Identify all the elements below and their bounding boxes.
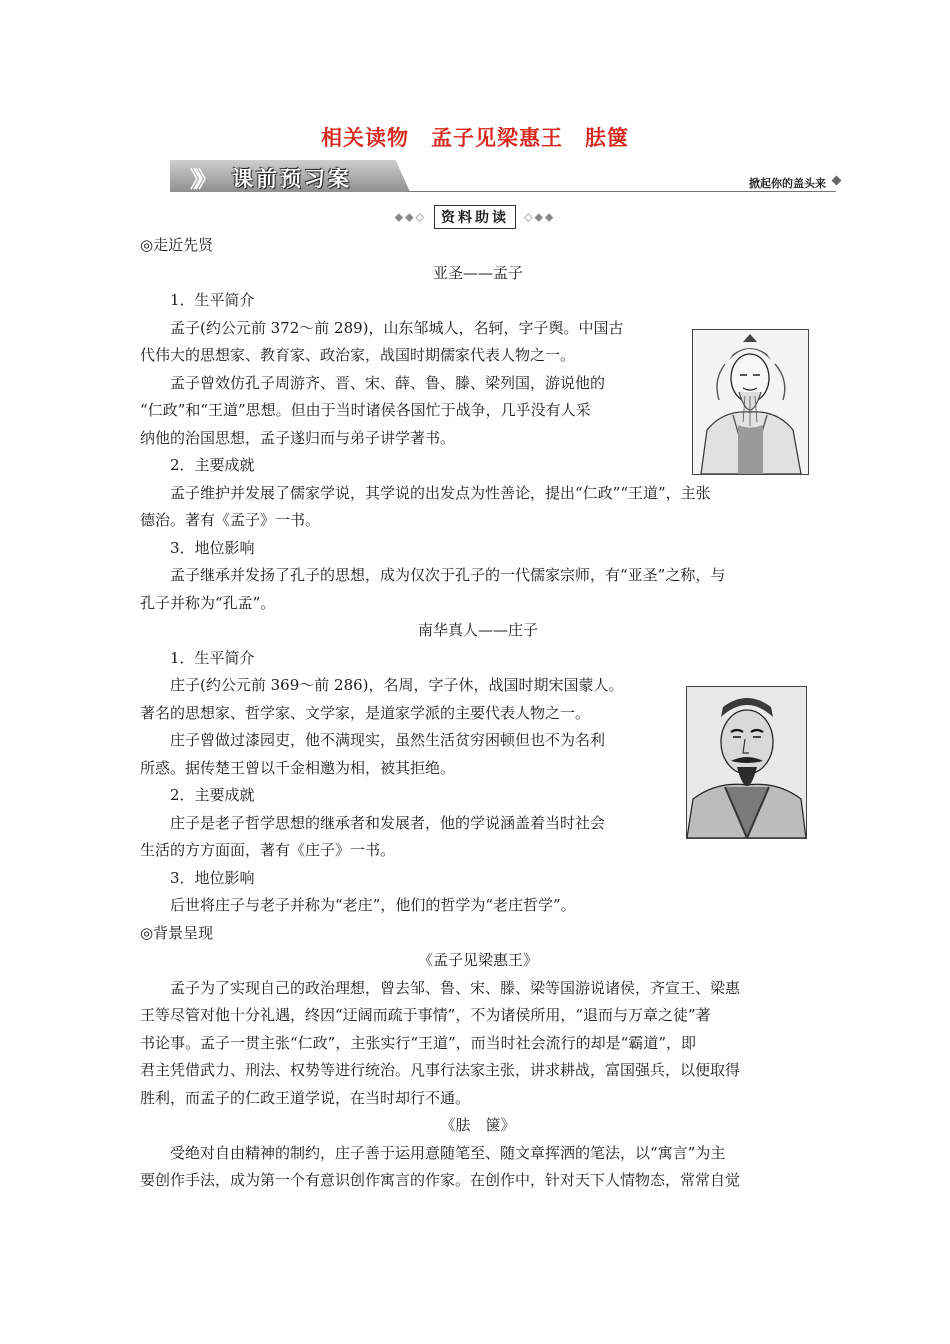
banner-rule (408, 191, 836, 192)
subheading-label: 资料助读 (434, 205, 516, 229)
mencius-text: 孟子维护并发展了儒家学说，其学说的出发点为性善论，提出“仁政”“王道”，主张 (170, 483, 711, 502)
main-content (140, 232, 816, 1195)
mencius-heading-2: 2．主要成就 (170, 456, 255, 474)
zhuangzi-heading-1: 1．生平简介 (170, 648, 255, 667)
background-text: 胜利，而孟子的仁政王道学说，在当时却行不通。 (140, 1088, 471, 1107)
section-heading: ◎走近先贤 (140, 236, 214, 254)
background-title-1: 《孟子见梁惠王》 (417, 951, 538, 969)
zhuangzi-title: 南华真人——庄子 (417, 621, 538, 639)
background-text: 君主凭借武力、刑法、权势等进行统治。凡事行法家主张，讲求耕战，富国强兵，以便取得 (140, 1061, 741, 1079)
subheading (0, 205, 950, 229)
mencius-text: “仁政”和“王道”思想。但由于当时诸侯各国忙于战争，几乎没有人采 (140, 401, 591, 419)
mencius-text: 纳他的治国思想，孟子遂归而与弟子讲学著书。 (140, 428, 456, 447)
zhuangzi-text: 后世将庄子与老子并称为“老庄”，他们的哲学为“老庄哲学”。 (170, 896, 576, 914)
banner-right-text: 掀起你的盖头来 (749, 177, 826, 190)
zhuangzi-text: 著名的思想家、哲学家、文学家，是道家学派的主要代表人物之一。 (140, 703, 591, 722)
zhuangzi-text: 庄子曾做过漆园吏，他不满现实，虽然生活贫穷困顿但也不为名利 (170, 731, 606, 749)
section-heading: ◎背景呈现 (140, 923, 214, 942)
banner-label: 课前预习案 (232, 167, 352, 191)
mencius-title: 亚圣——孟子 (432, 263, 523, 282)
double-chevron-icon: 》》 (190, 168, 212, 193)
mencius-text: 孟子(约公元前 372～前 289)，山东邹城人，名轲，字子舆。中国古 (170, 318, 624, 337)
zhuangzi-text: 所惑。据传楚王曾以千金相邀为相，被其拒绝。 (140, 758, 456, 777)
mencius-text: 德治。著有《孟子》一书。 (140, 511, 321, 529)
mencius-text: 代伟大的思想家、教育家、政治家，战国时期儒家代表人物之一。 (140, 346, 576, 364)
background-text: 王等尽管对他十分礼遇，终因“迂阔而疏于事情”，不为诸侯所用，“退而与万章之徒”著 (140, 1006, 711, 1024)
mencius-text: 孟子继承并发扬了孔子的思想，成为仅次于孔子的一代儒家宗师，有“亚圣”之称，与 (170, 566, 726, 584)
background-text: 书论事。孟子一贯主张“仁政”，主张实行“王道”，而当时社会流行的却是“霸道”，即 (140, 1033, 697, 1052)
diamond-ornament-icon: ◇◆◆ (524, 210, 556, 224)
background-text: 要创作手法，成为第一个有意识创作寓言的作家。在创作中，针对天下人情物态，常常自觉 (140, 1171, 741, 1189)
mencius-heading-1: 1．生平简介 (170, 291, 255, 309)
diamond-ornament-icon: ◆◆◇ (394, 210, 426, 224)
zhuangzi-heading-2: 2．主要成就 (170, 786, 255, 804)
mencius-text: 孔子并称为“孔孟”。 (140, 593, 276, 612)
zhuangzi-heading-3: 3．地位影响 (170, 868, 255, 887)
section-banner (170, 160, 840, 194)
zhuangzi-text: 庄子(约公元前 369～前 286)，名周，字子休，战国时期宋国蒙人。 (170, 676, 624, 694)
background-text: 孟子为了实现自己的政治理想，曾去邹、鲁、宋、滕、梁等国游说诸侯，齐宣王、梁惠 (170, 978, 741, 997)
mencius-heading-3: 3．地位影响 (170, 538, 255, 557)
zhuangzi-text: 生活的方方面面，著有《庄子》一书。 (140, 841, 396, 859)
background-title-2: 《胠 箧》 (440, 1116, 516, 1134)
mencius-text: 孟子曾效仿孔子周游齐、晋、宋、薛、鲁、滕、梁列国，游说他的 (170, 373, 606, 392)
zhuangzi-text: 庄子是老子哲学思想的继承者和发展者，他的学说涵盖着当时社会 (170, 813, 606, 832)
page-title: 相关读物 孟子见梁惠王 胠箧 (321, 126, 629, 150)
diamond-icon (832, 176, 842, 186)
background-text: 受绝对自由精神的制约，庄子善于运用意随笔至、随文章挥洒的笔法，以“寓言”为主 (170, 1143, 726, 1162)
